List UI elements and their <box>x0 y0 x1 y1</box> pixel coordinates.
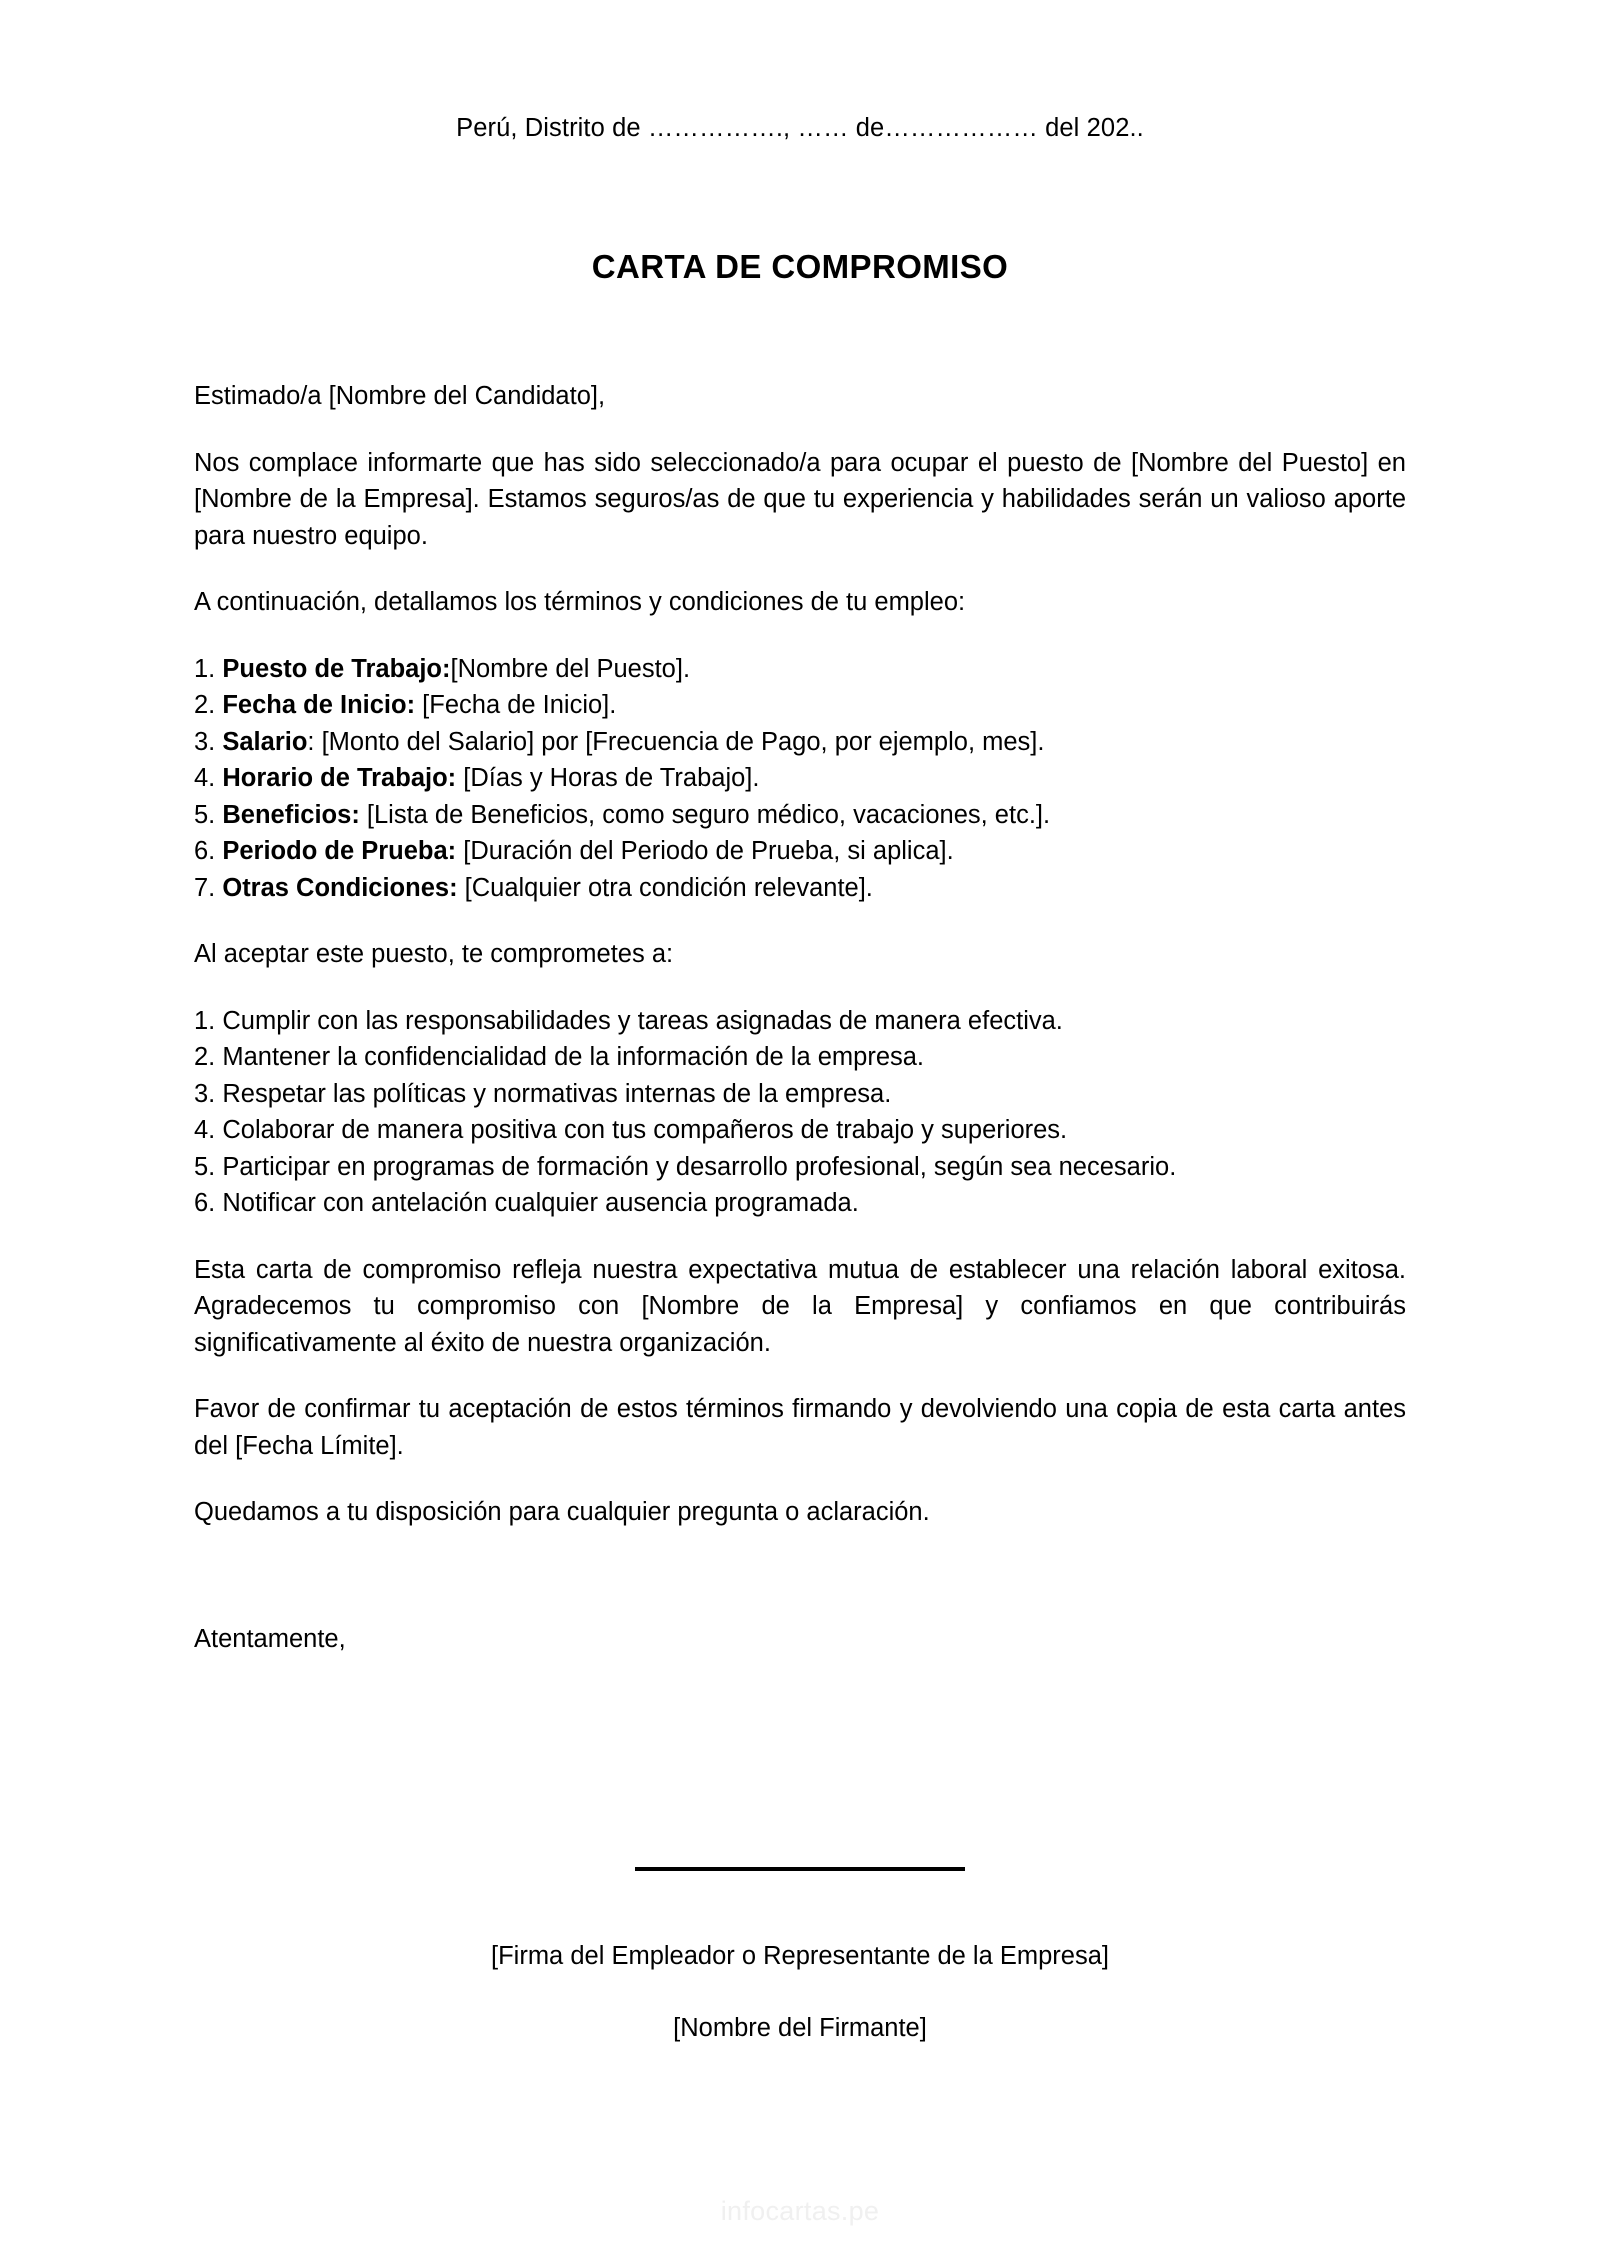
term-item <box>194 833 1406 870</box>
term-number: 1. <box>194 654 223 683</box>
term-label: Puesto de Trabajo: <box>222 654 451 683</box>
term-value: [Días y Horas de Trabajo]. <box>456 764 760 792</box>
term-value: [Nombre del Puesto]. <box>450 654 691 683</box>
signature-line-wrapper <box>0 1860 1600 1878</box>
term-label: Otras Condiciones: <box>222 873 458 902</box>
terms-list <box>194 651 1406 907</box>
closing-paragraph-1: Esta carta de compromiso refleja nuestra expectativa mutua de establecer una relación laboral exitosa. Agradecemos tu compromiso con [Nombre de la Empresa] y confiamos en que contribuirás significativamente al éxito de nuestra organización. <box>194 1255 1406 1357</box>
signature-name-label: [Nombre del Firmante] <box>673 2014 927 2042</box>
term-value: [Duración del Periodo de Prueba, si aplica]. <box>456 837 954 865</box>
signature-line <box>635 1867 965 1871</box>
term-item <box>194 724 1406 761</box>
term-value: [Fecha de Inicio]. <box>415 691 617 719</box>
closing-paragraph-2: Favor de confirmar tu aceptación de estos términos firmando y devolviendo una copia de esta carta antes del [Fecha Límite]. <box>194 1395 1406 1460</box>
term-number: 4. <box>194 764 223 792</box>
term-label: Horario de Trabajo: <box>222 764 457 792</box>
term-value: [Lista de Beneficios, como seguro médico, vacaciones, etc.]. <box>359 800 1051 829</box>
term-label: Salario <box>222 727 308 756</box>
term-item <box>194 870 1406 907</box>
term-item <box>194 797 1406 834</box>
site-watermark: infocartas.pe <box>720 2196 880 2226</box>
term-value: [Cualquier otra condición relevante]. <box>457 873 873 902</box>
term-label: Beneficios: <box>222 800 360 829</box>
sign-off-spacer <box>194 1561 1406 1621</box>
letter-body <box>194 378 1406 1657</box>
commitments-lead-in: Al aceptar este puesto, te comprometes a: <box>194 940 674 968</box>
intro-paragraph: Nos complace informarte que has sido seleccionado/a para ocupar el puesto de [Nombre del Puesto] en [Nombre de la Empresa]. Estamos seguros/as de que tu experiencia y habilidades serán un valioso aporte para nuestro equipo. <box>194 448 1406 550</box>
commitment-item: 5. Participar en programas de formación y desarrollo profesional, según sea necesario. <box>194 1152 1177 1181</box>
term-item <box>194 760 1406 797</box>
term-number: 2. <box>194 691 223 719</box>
term-number: 3. <box>194 727 223 756</box>
commitment-item: 3. Respetar las políticas y normativas internas de la empresa. <box>194 1079 892 1108</box>
commitment-item: 4. Colaborar de manera positiva con tus compañeros de trabajo y superiores. <box>194 1116 1068 1144</box>
commitment-item: 2. Mantener la confidencialidad de la información de la empresa. <box>194 1043 925 1071</box>
commitments-list <box>194 1003 1406 1222</box>
term-item <box>194 687 1406 724</box>
date-location-line: Perú, Distrito de ……………., …… de……………… del 202.. <box>456 114 1144 142</box>
term-number: 6. <box>194 837 223 865</box>
term-label: Fecha de Inicio: <box>222 691 416 719</box>
terms-lead-in: A continuación, detallamos los términos y condiciones de tu empleo: <box>194 588 966 616</box>
signature-role-label: [Firma del Empleador o Representante de la Empresa] <box>491 1942 1109 1970</box>
term-value: : [Monto del Salario] por [Frecuencia de Pago, por ejemplo, mes]. <box>307 727 1045 756</box>
term-item <box>194 651 1406 688</box>
commitment-item: 6. Notificar con antelación cualquier ausencia programada. <box>194 1189 859 1217</box>
commitment-item: 1. Cumplir con las responsabilidades y tareas asignadas de manera efectiva. <box>194 1006 1063 1035</box>
sign-off-line: Atentamente, <box>194 1624 346 1653</box>
term-label: Periodo de Prueba: <box>222 837 457 865</box>
term-number: 5. <box>194 800 223 829</box>
closing-paragraph-3: Quedamos a tu disposición para cualquier pregunta o aclaración. <box>194 1498 930 1526</box>
term-number: 7. <box>194 873 223 902</box>
page-title: CARTA DE COMPROMISO <box>591 248 1009 285</box>
greeting-line: Estimado/a [Nombre del Candidato], <box>194 382 606 410</box>
